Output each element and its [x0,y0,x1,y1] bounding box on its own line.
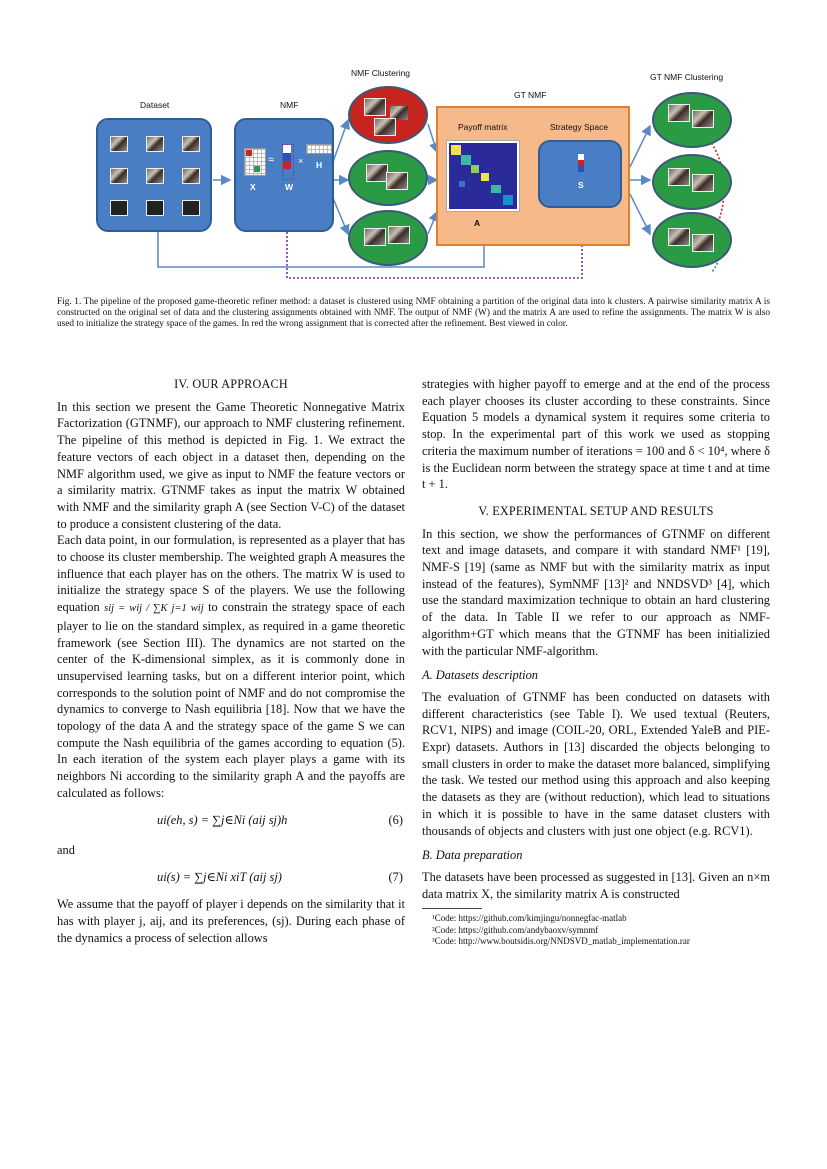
left-column [57,376,405,946]
nmf-label: NMF [280,100,299,110]
strategy-space-box: S [538,140,622,208]
face-image [146,168,164,184]
nmf-clustering-label: NMF Clustering [351,68,411,78]
nmf-cluster-1 [348,86,428,144]
subsection-title: A. Datasets description [422,668,538,683]
nmf-box: ≈ × X W H [234,118,334,232]
payoff-matrix-plot [446,140,520,212]
paragraph: In this section, we show the performances of GTNMF on different text and image datasets, and compare it with standard NMF¹ [19], NMF-S [19] (same as NMF but with the similarity matrix as input instead of the features), SymNMF [13]² and NNDSVD³ [4], which use the standard maximization technique to obtain an hard clustering of the data. In Table II we refer to our approach as NMF-algorithm+GT which means that the GTNMF has been initializied with the particular NMF-algorithm. [422,526,770,658]
face-image [182,168,200,184]
gt-nmf-box: Payoff matrix Strategy Space A S [436,106,630,246]
gt-nmf-label: GT NMF [514,90,547,100]
face-image [374,118,396,136]
section-title: IV. OUR APPROACH [174,377,288,391]
face-image [110,168,128,184]
face-image [146,200,164,216]
face-image [386,172,408,190]
paragraph: The datasets have been processed as suggested in [13]. Given an n×m data matrix X, the similarity matrix A is constructed [422,869,770,901]
paragraph: The evaluation of GTNMF has been conducted on datasets with different characteristics (see Table I). We used textual (Reuters, RCV1, NIPS) and image (COIL-20, ORL, Extended YaleB and PIE-Expr) datasets. Authors in [13] discarded the objects belonging to small clusters in order to make the dataset more balanced, simplifying the task. We tested our method using this approach and also keeping the datasets as they are (without reduction), which lead to situations in which it is possible to have in the same dataset clusters with thousands of objects and clusters with just one object (e.g. RCV1). [422,689,770,838]
paragraph: and [57,842,75,857]
equation-6: ui(eh, s) = ∑j∈Ni (aij sj)h (6) [157,813,403,828]
equation-7: ui(s) = ∑j∈Ni xiT (aij sj) (7) [157,869,403,884]
face-image [110,136,128,152]
face-image [366,164,388,182]
face-image [668,104,690,122]
face-image [668,168,690,186]
gt-cluster-3 [652,212,732,268]
pipeline-figure [90,62,740,287]
face-image [364,98,386,116]
paragraph: Each data point, in our formulation, is represented as a player that has to choose its cluster membership. The weighted graph A measures the influence that each player has on the others. The matrix W is used to initialize the strategy space S of the players. We use the following equation sij = wij / ∑K j=1 wij to constrain the strategy space of each player to lie on the standard simplex, as required in a game theoretic framework (see Section III). The dynamics are not started on the center of the K-dimensional simplex, as it is commonly done in unsupervised learning tasks, but on a different interior point, which corresponds to the solution point of NMF and do not compromise the dynamics to converge to Nash equilibria [18]. Now that we have the topology of the data A and the strategy space of the game S we can compute the Nash equilibria of the games according to equation (5). In each iteration of the system each player plays a game with its neighbors Ni according to the similarity graph A and the payoffs are calculated as follows: [57,533,405,800]
paragraph: In this section we present the Game Theoretic Nonnegative Matrix Factorization (GTNMF), our approach to NMF clustering refinement. The pipeline of this method is depicted in Fig. 1. We extract the feature vectors of each object in a dataset then, depending on the NMF algorithm used, we give as input to NMF the feature vectors or a similarity matrix. GTNMF takes as input the matrix W obtained with NMF and the similarity graph A (see Section V-C) of the dataset to produce a consistent clustering of the data. [57,399,405,531]
dataset-label: Dataset [140,100,170,110]
footnote: ²Code: https://github.com/andybaoxv/symnmf [432,924,599,935]
face-image [668,228,690,246]
right-column [422,376,770,948]
dataset-box [96,118,212,232]
face-image [692,174,714,192]
figure-caption: Fig. 1. The pipeline of the proposed game-theoretic refiner method: a dataset is clustered using NMF obtaining a partition of the original data into k clusters. A pairwise similarity matrix A is constructed on the original set of data and the clustering assignments obtained with NMF. The output of NMF (W) and the matrix A are used to refine the assignments. The matrix W is also used to initialize the strategy space of the games. In red the wrong assignment that is corrected after the refinement. Best viewed in color. [57,297,770,330]
subsection-title: B. Data preparation [422,848,523,863]
gt-nmf-clustering-label: GT NMF Clustering [650,72,724,82]
h-matrix-icon [306,144,332,154]
face-image [692,110,714,128]
face-image [388,226,410,244]
nmf-cluster-2 [348,150,428,206]
gt-cluster-1 [652,92,732,148]
nmf-cluster-3 [348,210,428,266]
face-image [146,136,164,152]
face-image [182,136,200,152]
paragraph: We assume that the payoff of player i depends on the similarity that it has with player j, aij, and its preferences, (sj). During each phase of the dynamics a process of selection allows [57,897,405,945]
face-image [182,200,200,216]
equation-inline: sij = wij / ∑K j=1 wij [104,603,204,615]
footnote: ¹Code: https://github.com/kimjingu/nonnegfac-matlab [432,913,627,924]
paragraph: strategies with higher payoff to emerge and at the end of the process each player chooses its cluster according to these constraints. Since Equation 5 models a dynamical system it requires some criteria to stop. In the experimental part of this work we used as stopping criteria the maximum number of iterations = 100 and δ < 10⁴, where δ is the Euclidean norm between the strategy space at time t and at time t + 1. [422,377,770,492]
payoff-a-label: A [474,218,481,228]
footnote-rule [422,908,482,909]
gt-cluster-2 [652,154,732,210]
section-title: V. EXPERIMENTAL SETUP AND RESULTS [478,503,714,518]
w-matrix-icon [282,144,294,180]
face-image [364,228,386,246]
face-image [692,234,714,252]
footnote: ³Code: http://www.boutsidis.org/NNDSVD_matlab_implementation.rar [432,936,690,947]
face-image [110,200,128,216]
